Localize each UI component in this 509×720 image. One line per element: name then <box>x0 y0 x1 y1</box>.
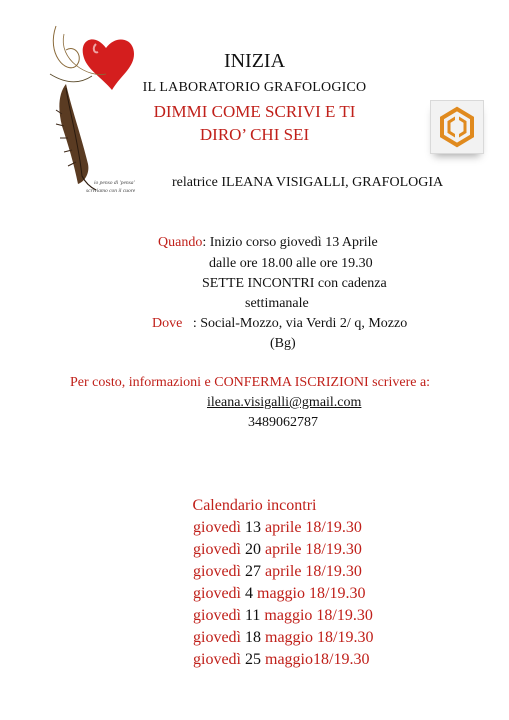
where-value: : Social-Mozzo, via Verdi 2/ q, Mozzo <box>192 316 408 331</box>
email-link[interactable]: ileana.visigalli@gmail.com <box>207 395 362 410</box>
calendar-time: 18/19.30 <box>309 585 366 602</box>
calendar-month: maggio <box>257 585 305 602</box>
cost-info: Per costo, informazioni e CONFERMA ISCRIZIONI scrivere a: <box>70 375 431 390</box>
when-line <box>158 235 378 251</box>
calendar-title: Calendario incontri <box>192 497 317 514</box>
when-label: Quando <box>158 235 203 250</box>
calendar-day: giovedì <box>193 629 241 646</box>
when-value: : Inizio corso giovedì 13 Aprile <box>202 235 378 250</box>
calendar-month: aprile <box>265 563 302 580</box>
motto-line2: DIRO’ CHI SEI <box>199 125 310 144</box>
calendar-date: 18 <box>245 629 261 646</box>
speaker: relatrice ILEANA VISIGALLI, GRAFOLOGIA <box>172 175 444 190</box>
calendar-row <box>193 651 369 669</box>
calendar-date: 4 <box>245 585 253 602</box>
calendar-row <box>193 585 365 603</box>
caption-line1: io penso di 'pensa' <box>94 180 135 186</box>
calendar-row <box>193 563 362 581</box>
calendar-time: 18/19.30 <box>305 541 362 558</box>
caption-line2: scriviamo con il cuore <box>86 188 136 194</box>
calendar-time: 18/19.30 <box>313 651 370 668</box>
calendar-row <box>193 519 362 537</box>
calendar-date: 20 <box>245 541 261 558</box>
calendar-month: aprile <box>265 541 302 558</box>
calendar-row <box>193 607 373 625</box>
page-title: INIZIA <box>223 50 286 72</box>
where-value2: (Bg) <box>270 336 296 351</box>
calendar-date: 25 <box>245 651 261 668</box>
calendar-month: maggio <box>265 629 313 646</box>
calendar-row <box>193 541 362 559</box>
calendar-day: giovedì <box>193 651 241 668</box>
meetings-line1: SETTE INCONTRI con cadenza <box>202 276 387 291</box>
motto-line1: DIMMI COME SCRIVI E TI <box>153 102 356 121</box>
calendar-time: 18/19.30 <box>305 563 362 580</box>
time-line: dalle ore 18.00 alle ore 19.30 <box>209 256 373 271</box>
calendar-day: giovedì <box>193 585 241 602</box>
where-line <box>152 316 407 332</box>
calendar-time: 18/19.30 <box>305 519 362 536</box>
calendar-month: maggio <box>264 607 313 624</box>
phone-number: 3489062787 <box>248 415 318 430</box>
calendar-month: maggio <box>265 651 313 668</box>
subtitle: IL LABORATORIO GRAFOLOGICO <box>142 80 367 95</box>
calendar-date: 27 <box>245 563 261 580</box>
calendar-day: giovedì <box>193 607 241 624</box>
calendar-day: giovedì <box>193 541 241 558</box>
calendar-time: 18/19.30 <box>316 607 373 624</box>
calendar-day: giovedì <box>193 563 241 580</box>
meetings-line2: settimanale <box>245 296 309 311</box>
calendar-month: aprile <box>265 519 302 536</box>
calendar-date: 13 <box>245 519 261 536</box>
where-label: Dove <box>152 316 183 331</box>
calendar-day: giovedì <box>193 519 241 536</box>
calendar-row <box>193 629 373 647</box>
calendar-time: 18/19.30 <box>317 629 374 646</box>
calendar-date: 11 <box>245 607 261 624</box>
